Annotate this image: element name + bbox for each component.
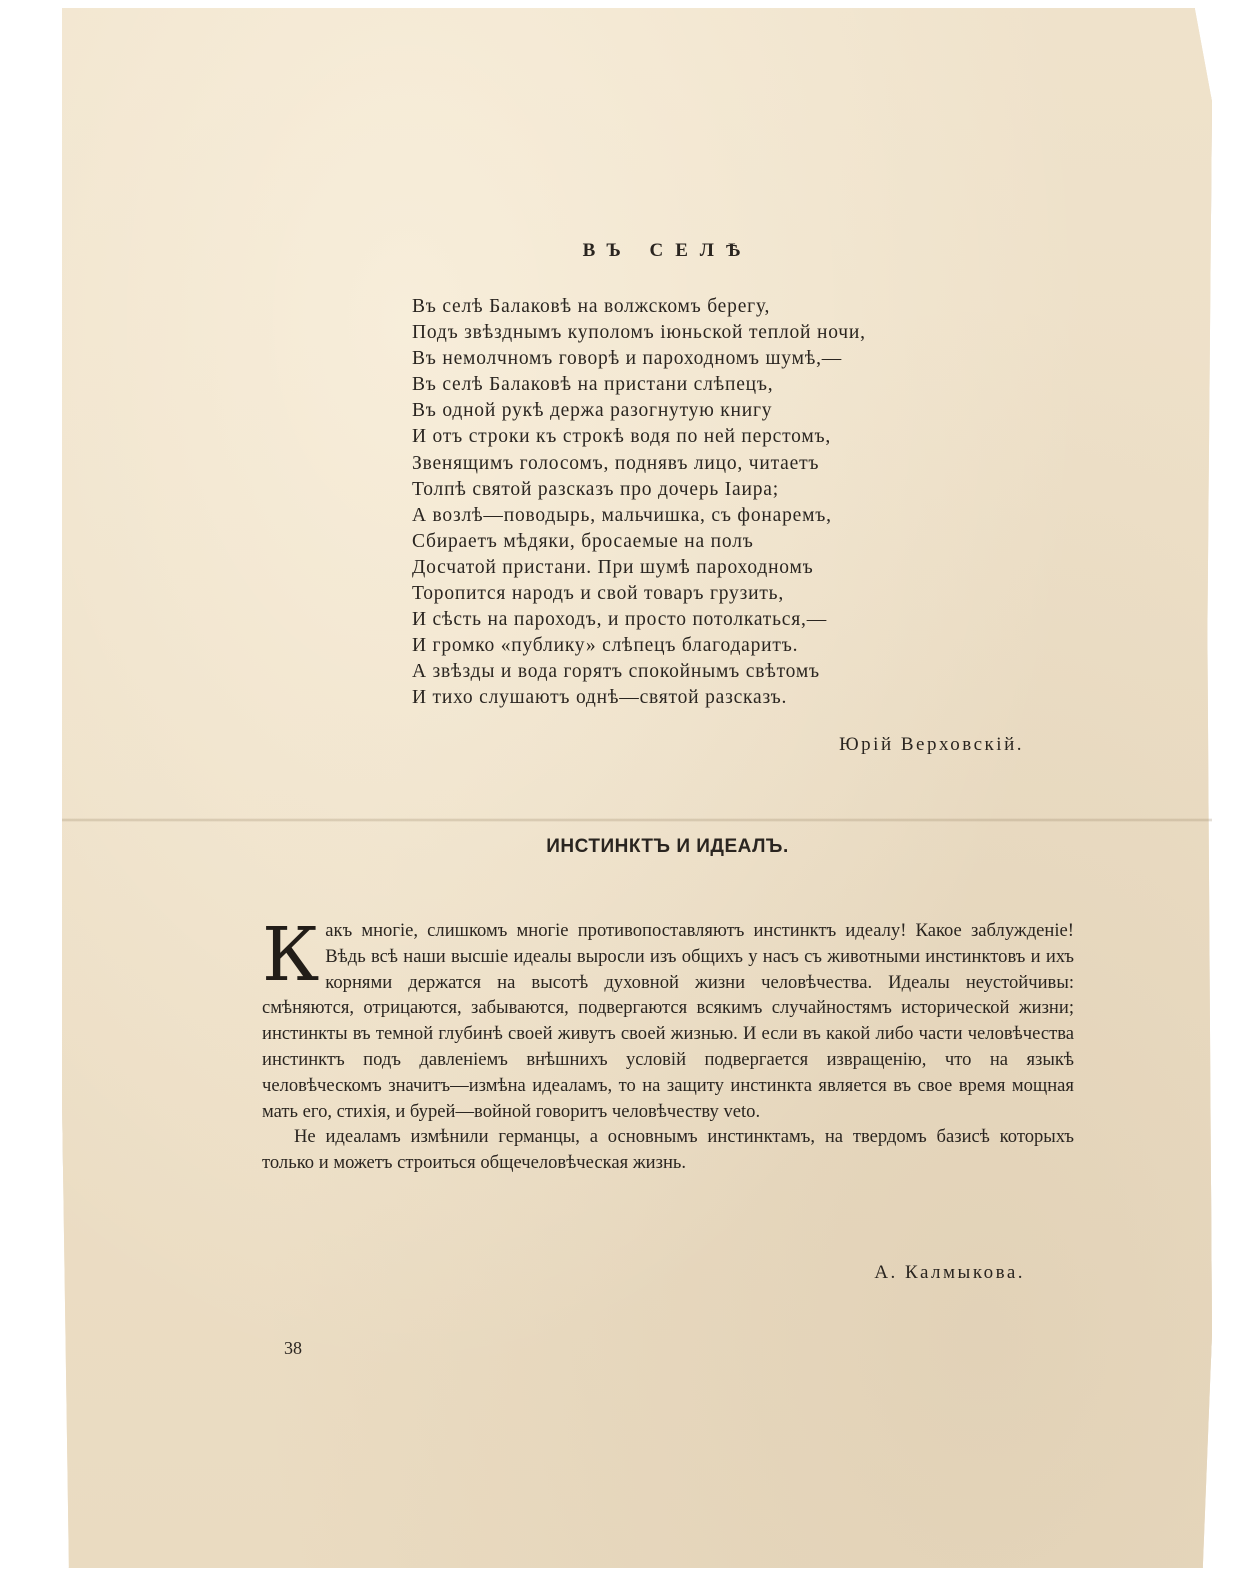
essay-author: А. Калмыкова.: [874, 1262, 1025, 1283]
poem-line: И тихо слушаютъ однѣ—святой разсказъ.: [412, 687, 788, 709]
essay-paragraph: Не идеаламъ измѣнили германцы, а основнымъ инстинктамъ, на твердомъ базисѣ которыхъ только и можетъ строиться общечеловѣческая жизнь.: [262, 1126, 1074, 1174]
poem-line: И громко «публику» слѣпецъ благодаритъ.: [412, 635, 799, 657]
poem-line: И отъ строки къ строкѣ водя по ней перстомъ,: [412, 426, 832, 448]
poem-body: [412, 294, 866, 712]
poem-line: Въ немолчномъ говорѣ и пароходномъ шумѣ,—: [412, 348, 843, 370]
poem-line: Въ одной рукѣ держа разогнутую книгу: [412, 400, 773, 422]
poem-line: Сбираетъ мѣдяки, бросаемые на полъ: [412, 530, 754, 552]
poem-author: Юрій Верховскій.: [839, 734, 1024, 755]
poem-title: ВЪ СЕЛѢ: [582, 240, 753, 261]
poem-line: Подъ звѣзднымъ куполомъ іюньской теплой ночи,: [412, 322, 866, 344]
page-number: 38: [284, 1338, 302, 1358]
poem-line: Толпѣ святой разсказъ про дочерь Іаира;: [412, 478, 779, 500]
essay-paragraph: [262, 912, 1074, 1124]
paper-fold-line: [62, 818, 1212, 822]
drop-cap: К: [262, 912, 320, 998]
poem-line: И сѣсть на пароходъ, и просто потолкаться,—: [412, 609, 828, 631]
poem-line: Въ селѣ Балаковѣ на волжскомъ берегу,: [412, 296, 771, 317]
essay-title: ИНСТИНКТЪ И ИДЕАЛЪ.: [546, 836, 789, 857]
poem-line: А звѣзды и вода горятъ спокойнымъ свѣтомъ: [412, 661, 820, 683]
poem-line: Звенящимъ голосомъ, поднявъ лицо, читаетъ: [412, 452, 820, 474]
poem-line: Торопится народъ и свой товаръ грузить,: [412, 583, 785, 605]
poem-line: Досчатой пристани. При шумѣ пароходномъ: [412, 556, 814, 578]
essay-paragraph-text: акъ многіе, слишкомъ многіе противопоставляютъ инстинктъ идеалу! Какое заблужденіе! Вѣдь всѣ наши высшіе идеалы выросли изъ общихъ у насъ съ животными инстинктовъ и ихъ корнями держатся на высотѣ духовной жизни человѣчества. Идеалы неустойчивы: смѣняются, отрицаются, забываются, подвергаются всякимъ случайностямъ исторической жизни; инстинкты въ темной глубинѣ своей живутъ своей жизнью. И если въ какой либо части человѣчества инстинктъ подъ давленіемъ внѣшнихъ условій подвергается извращенію, что на языкѣ человѣческомъ значитъ—измѣна идеаламъ, то на защиту инстинкта является въ свое время мощная мать его, стихія, и бурей—войной говоритъ человѣчеству veto.: [262, 920, 1074, 1122]
poem-line: А возлѣ—поводырь, мальчишка, съ фонаремъ,: [412, 504, 832, 526]
poem-line: Въ селѣ Балаковѣ на пристани слѣпецъ,: [412, 374, 774, 396]
essay-body: [262, 912, 1074, 1176]
